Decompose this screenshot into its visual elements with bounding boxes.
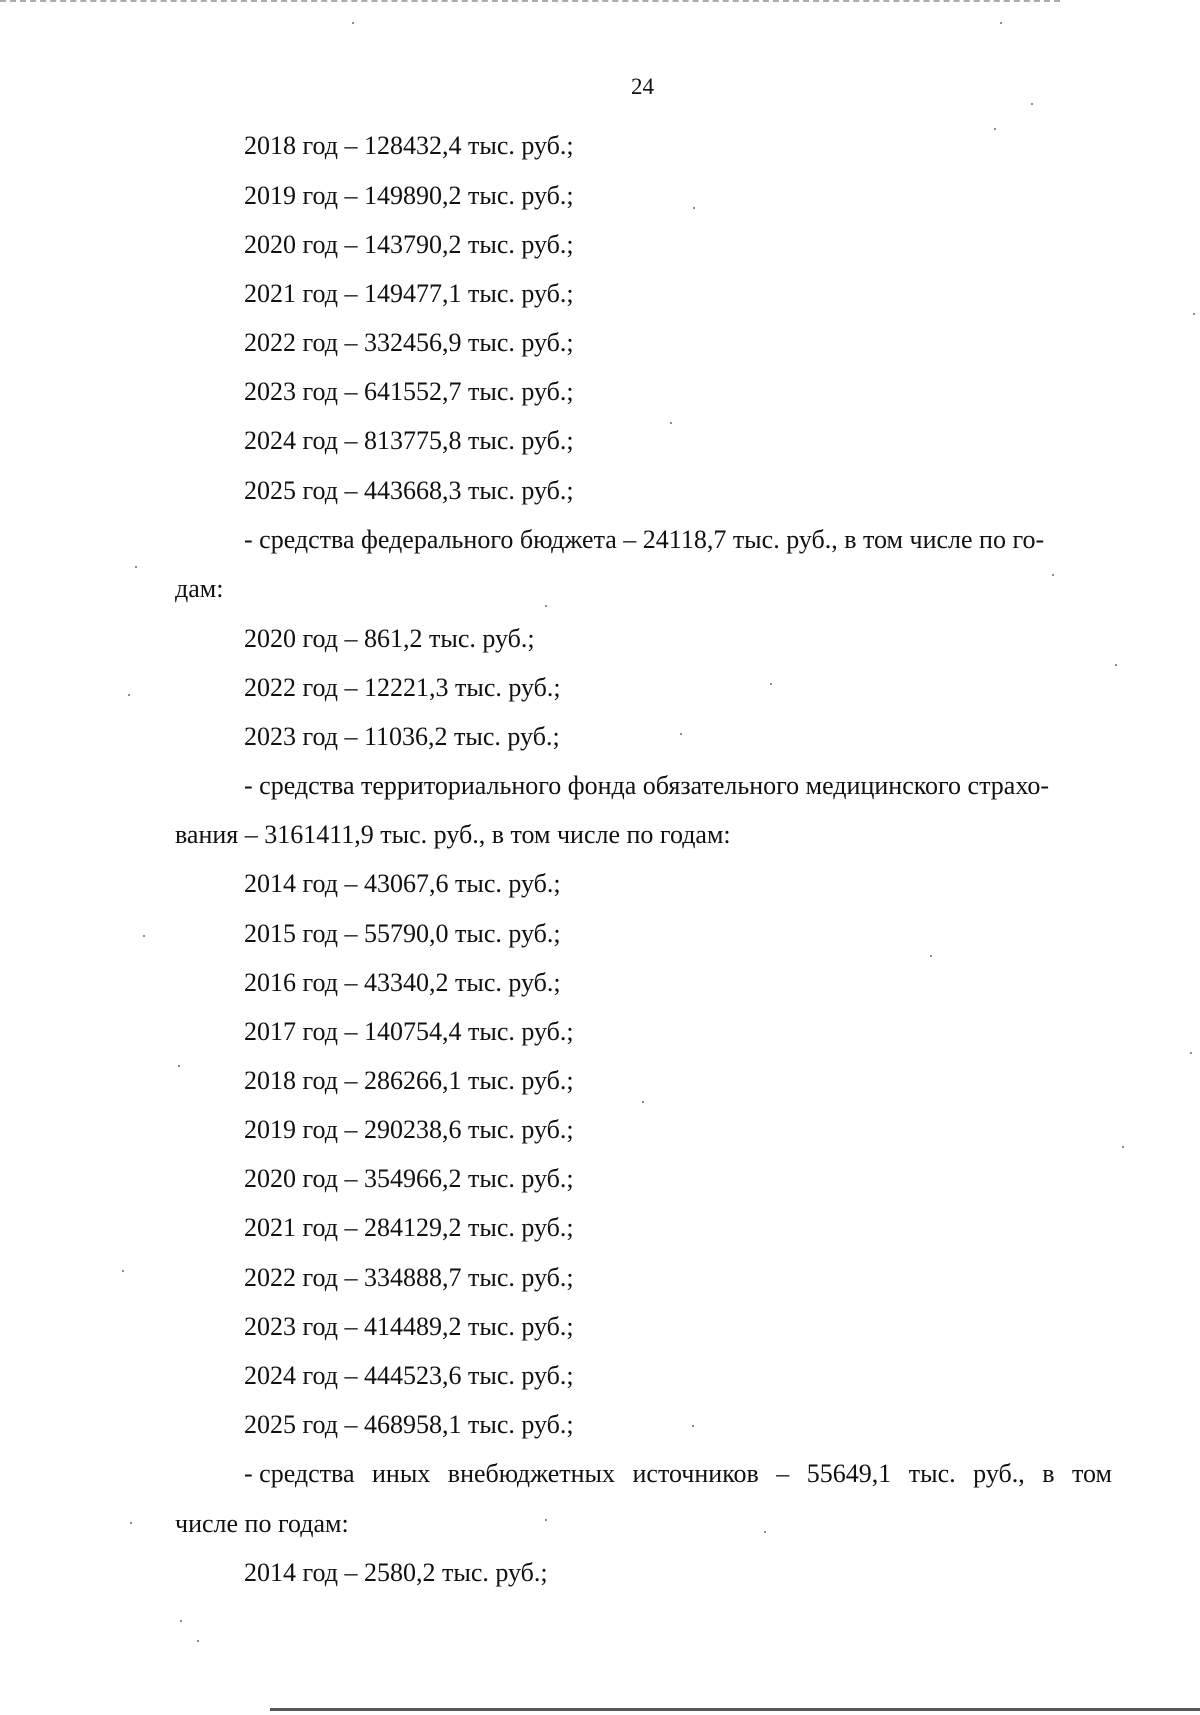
paragraph-word: руб.,	[973, 1459, 1025, 1488]
scan-speck	[1190, 1052, 1192, 1054]
year-line: 2016 год – 43340,2 тыс. руб.;	[244, 968, 561, 997]
year-line: 2014 год – 43067,6 тыс. руб.;	[244, 869, 561, 898]
year-line: 2023 год – 414489,2 тыс. руб.;	[244, 1312, 574, 1341]
scan-speck	[670, 422, 672, 424]
scan-speck	[180, 1620, 182, 1622]
scan-speck	[197, 1640, 199, 1642]
scan-speck	[642, 1101, 644, 1103]
other-sources-paragraph	[244, 1459, 1112, 1489]
year-line: 2022 год – 334888,7 тыс. руб.;	[244, 1263, 574, 1292]
scan-speck	[130, 1522, 132, 1524]
year-line: 2023 год – 641552,7 тыс. руб.;	[244, 377, 574, 406]
paragraph-word: том	[1072, 1459, 1112, 1488]
scan-speck	[1031, 103, 1033, 105]
year-line: 2018 год – 128432,4 тыс. руб.;	[244, 131, 574, 160]
scan-speck	[122, 1270, 124, 1272]
year-line: 2020 год – 354966,2 тыс. руб.;	[244, 1164, 574, 1193]
scan-speck	[545, 605, 547, 607]
year-line: 2020 год – 861,2 тыс. руб.;	[244, 624, 535, 653]
year-line: 2014 год – 2580,2 тыс. руб.;	[244, 1558, 548, 1587]
year-line: 2021 год – 284129,2 тыс. руб.;	[244, 1213, 574, 1242]
scan-speck	[1000, 22, 1002, 24]
scan-speck	[1122, 1146, 1124, 1148]
paragraph-word: тыс.	[908, 1459, 956, 1488]
scan-speck	[692, 1425, 694, 1427]
paragraph-word: в	[1042, 1459, 1055, 1488]
scan-speck	[128, 694, 130, 696]
scan-speck	[680, 733, 682, 735]
scan-speck	[135, 566, 137, 568]
scan-speck	[1052, 574, 1054, 576]
year-line: 2023 год – 11036,2 тыс. руб.;	[244, 722, 560, 751]
page-number: 24	[631, 74, 654, 99]
territorial-fund-paragraph: - средства территориального фонда обязательного медицинского страхо-	[244, 771, 1049, 800]
scan-speck	[764, 1531, 766, 1533]
year-line: 2015 год – 55790,0 тыс. руб.;	[244, 919, 561, 948]
year-line: 2019 год – 290238,6 тыс. руб.;	[244, 1115, 574, 1144]
year-line: 2025 год – 443668,3 тыс. руб.;	[244, 476, 574, 505]
year-line: 2019 год – 149890,2 тыс. руб.;	[244, 181, 574, 210]
scan-speck	[930, 955, 932, 957]
scan-speck	[693, 207, 695, 209]
federal-budget-paragraph: - средства федерального бюджета – 24118,7 тыс. руб., в том числе по го-	[244, 525, 1045, 554]
scan-speck	[352, 22, 354, 24]
scan-speck	[1115, 664, 1117, 666]
federal-budget-paragraph-cont: дам:	[175, 574, 224, 603]
year-line: 2017 год – 140754,4 тыс. руб.;	[244, 1017, 574, 1046]
scan-edge-bottom	[270, 1708, 1200, 1711]
year-line: 2025 год – 468958,1 тыс. руб.;	[244, 1410, 574, 1439]
paragraph-word: 55649,1	[806, 1459, 892, 1488]
year-line: 2022 год – 332456,9 тыс. руб.;	[244, 328, 574, 357]
paragraph-word: источников	[632, 1459, 759, 1488]
year-line: 2024 год – 813775,8 тыс. руб.;	[244, 426, 574, 455]
scan-speck	[770, 683, 772, 685]
paragraph-word: иных	[372, 1459, 431, 1488]
year-line: 2024 год – 444523,6 тыс. руб.;	[244, 1361, 574, 1390]
other-sources-paragraph-cont: числе по годам:	[175, 1509, 349, 1538]
scan-speck	[994, 128, 996, 130]
paragraph-word: - средства	[244, 1459, 355, 1488]
scan-speck	[143, 935, 145, 937]
scan-edge-top	[0, 0, 1060, 4]
scan-speck	[545, 1519, 547, 1521]
scan-speck	[178, 1065, 180, 1067]
paragraph-word: –	[776, 1459, 790, 1488]
scan-speck	[1193, 313, 1195, 315]
territorial-fund-paragraph-cont: вания – 3161411,9 тыс. руб., в том числе по годам:	[175, 820, 731, 849]
year-line: 2022 год – 12221,3 тыс. руб.;	[244, 673, 561, 702]
year-line: 2020 год – 143790,2 тыс. руб.;	[244, 230, 574, 259]
year-line: 2021 год – 149477,1 тыс. руб.;	[244, 279, 574, 308]
year-line: 2018 год – 286266,1 тыс. руб.;	[244, 1066, 574, 1095]
paragraph-word: внебюджетных	[447, 1459, 615, 1488]
